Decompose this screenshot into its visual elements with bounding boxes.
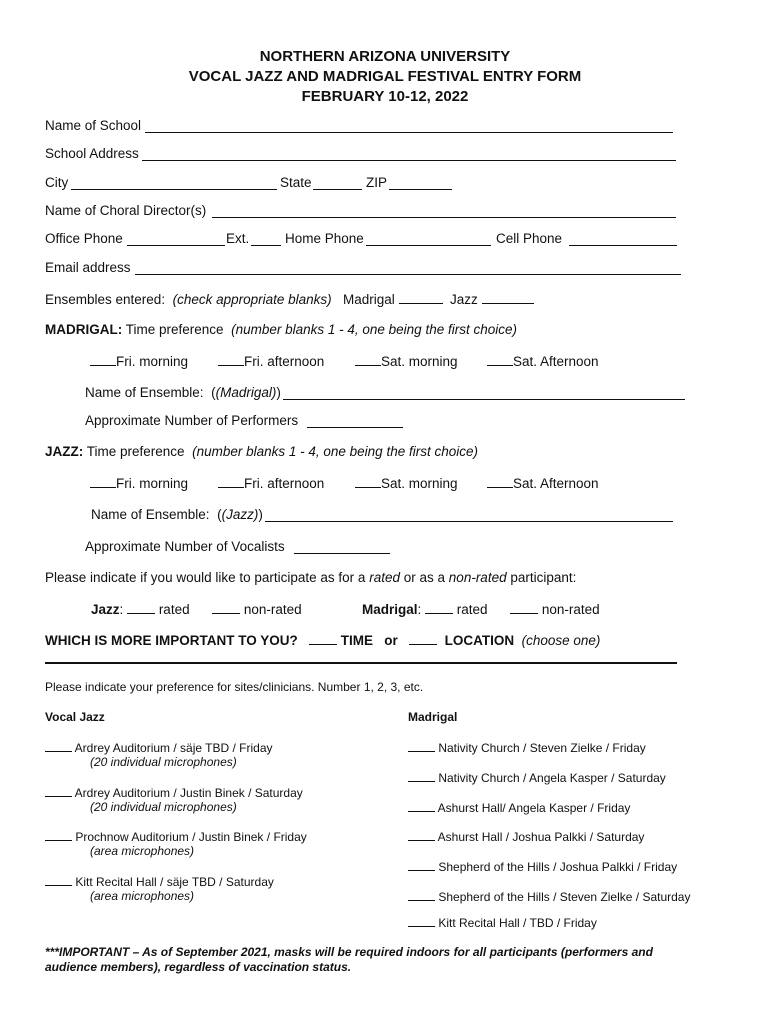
email-label: Email address <box>45 260 131 275</box>
importance-hint: (choose one) <box>521 633 601 648</box>
madrigal-ensemble-row: Name of Ensemble: ((Madrigal)) <box>85 385 281 400</box>
madrigal-site-1-blank[interactable] <box>408 739 435 752</box>
email-field[interactable] <box>135 274 681 275</box>
section-divider <box>45 662 677 664</box>
madrigal-site-6-blank[interactable] <box>408 888 435 901</box>
rating-prompt-rated: rated <box>369 570 400 585</box>
office-phone-label: Office Phone <box>45 231 123 246</box>
jazz-slot-1 <box>90 475 188 491</box>
rating-prompt <box>45 570 576 585</box>
madrigal-slot-4-label: Sat. Afternoon <box>513 354 599 369</box>
jazz-ensemble-hint: (Jazz) <box>221 507 259 522</box>
madrigal-rating-label: Madrigal <box>362 602 418 617</box>
madrigal-site-3-text: Ashurst Hall/ Angela Kasper / Friday <box>437 801 631 815</box>
madrigal-slot-4-blank[interactable] <box>487 353 513 366</box>
madrigal-site-1 <box>408 739 646 755</box>
madrigal-time-pref: Time preference <box>125 322 224 337</box>
mask-notice-line2: audience members), regardless of vaccination status. <box>45 960 352 974</box>
madrigal-site-4-text: Ashurst Hall / Joshua Palkki / Saturday <box>437 830 645 844</box>
madrigal-site-5 <box>408 858 677 874</box>
madrigal-slot-3-label: Sat. morning <box>381 354 458 369</box>
madrigal-rated-label: rated <box>456 602 488 617</box>
vocal-jazz-site-3-text: Prochnow Auditorium / Justin Binek / Friday <box>75 830 307 844</box>
madrigal-ensemble-hint-open: ( <box>211 385 216 400</box>
vocal-jazz-site-3-blank[interactable] <box>45 828 72 841</box>
ensembles-label: Ensembles entered: <box>45 292 166 307</box>
vocal-jazz-site-3 <box>45 828 307 844</box>
director-label: Name of Choral Director(s) <box>45 203 207 218</box>
vocal-jazz-site-1-text: Ardrey Auditorium / säje TBD / Friday <box>74 741 273 755</box>
jazz-slot-4 <box>487 475 599 491</box>
jazz-time-row <box>45 444 478 459</box>
madrigal-site-4-blank[interactable] <box>408 828 435 841</box>
madrigal-slot-3-blank[interactable] <box>355 353 381 366</box>
form-title-festival: VOCAL JAZZ AND MADRIGAL FESTIVAL ENTRY FORM <box>188 68 582 85</box>
madrigal-site-2-blank[interactable] <box>408 769 435 782</box>
jazz-slot-4-label: Sat. Afternoon <box>513 476 599 491</box>
madrigal-ensemble-field[interactable] <box>283 399 685 400</box>
jazz-slot-2-label: Fri. afternoon <box>244 476 325 491</box>
time-choice-blank[interactable] <box>309 632 337 645</box>
jazz-slot-2-blank[interactable] <box>218 475 244 488</box>
vocal-jazz-site-3-note: (area microphones) <box>90 844 195 858</box>
state-field[interactable] <box>313 189 362 190</box>
jazz-ensemble-row: Name of Ensemble: ((Jazz)) <box>91 507 263 522</box>
ext-field[interactable] <box>251 245 281 246</box>
madrigal-site-7-text: Kitt Recital Hall / TBD / Friday <box>438 916 597 930</box>
madrigal-section-label: MADRIGAL: <box>45 322 123 337</box>
madrigal-slot-1-blank[interactable] <box>90 353 116 366</box>
vocal-jazz-site-4-blank[interactable] <box>45 873 72 886</box>
madrigal-slot-1-label: Fri. morning <box>116 354 189 369</box>
madrigal-performers-label: Approximate Number of Performers <box>85 413 299 428</box>
madrigal-performers-field[interactable] <box>307 427 403 428</box>
location-choice-blank[interactable] <box>409 632 437 645</box>
madrigal-ensemble-hint: (Madrigal) <box>215 385 277 400</box>
madrigal-slot-2 <box>218 353 324 369</box>
madrigal-site-3-blank[interactable] <box>408 799 435 812</box>
jazz-nonrated-blank[interactable] <box>212 601 240 614</box>
cell-phone-field[interactable] <box>569 245 677 246</box>
jazz-rating-label: Jazz <box>91 602 120 617</box>
jazz-slot-3-blank[interactable] <box>355 475 381 488</box>
vocal-jazz-site-2 <box>45 784 303 800</box>
madrigal-site-2 <box>408 769 666 785</box>
form-title-university: NORTHERN ARIZONA UNIVERSITY <box>259 48 511 65</box>
madrigal-site-4 <box>408 828 644 844</box>
jazz-slot-4-blank[interactable] <box>487 475 513 488</box>
form-title-dates: FEBRUARY 10-12, 2022 <box>301 88 469 105</box>
madrigal-site-7-blank[interactable] <box>408 914 435 927</box>
ensemble-madrigal-label: Madrigal <box>342 292 395 307</box>
rating-prompt-or: or as a <box>403 570 446 585</box>
ensembles-row <box>45 291 534 307</box>
ensemble-jazz-check[interactable] <box>482 291 534 304</box>
importance-question: WHICH IS MORE IMPORTANT TO YOU? <box>45 633 298 648</box>
jazz-slot-2 <box>218 475 324 491</box>
rating-prompt-nonrated: non-rated <box>448 570 507 585</box>
jazz-slot-3-label: Sat. morning <box>381 476 458 491</box>
director-field[interactable] <box>212 217 676 218</box>
vocal-jazz-site-4-note: (area microphones) <box>90 889 195 903</box>
jazz-time-pref: Time preference <box>86 444 185 459</box>
home-phone-label: Home Phone <box>285 231 364 246</box>
jazz-nonrated-label: non-rated <box>243 602 302 617</box>
madrigal-site-6 <box>408 888 690 904</box>
vocal-jazz-site-4 <box>45 873 274 889</box>
vocal-jazz-site-1-note: (20 individual microphones) <box>90 755 237 769</box>
rating-prompt-end: participant: <box>510 570 577 585</box>
madrigal-time-row <box>45 322 517 337</box>
madrigal-nonrated-label: non-rated <box>541 602 600 617</box>
home-phone-field[interactable] <box>366 245 491 246</box>
madrigal-slot-3 <box>355 353 458 369</box>
jazz-ensemble-hint-open: ( <box>217 507 222 522</box>
madrigal-slot-2-blank[interactable] <box>218 353 244 366</box>
madrigal-site-3 <box>408 799 630 815</box>
location-choice-label: LOCATION <box>444 633 515 648</box>
vocal-jazz-site-2-text: Ardrey Auditorium / Justin Binek / Saturday <box>74 786 303 800</box>
ensembles-hint: (check appropriate blanks) <box>172 292 332 307</box>
vocal-jazz-site-1 <box>45 739 273 755</box>
madrigal-time-hint: (number blanks 1 - 4, one being the first choice) <box>231 322 517 337</box>
jazz-rated-blank[interactable] <box>127 601 155 614</box>
madrigal-site-5-blank[interactable] <box>408 858 435 871</box>
ext-label: Ext. <box>226 231 250 246</box>
state-label: State <box>280 175 312 190</box>
importance-row <box>45 632 600 648</box>
jazz-ensemble-field[interactable] <box>265 521 673 522</box>
city-field[interactable] <box>71 189 277 190</box>
zip-field[interactable] <box>389 189 452 190</box>
zip-label: ZIP <box>366 175 388 190</box>
jazz-slot-3 <box>355 475 458 491</box>
cell-phone-label: Cell Phone <box>496 231 563 246</box>
jazz-slot-1-label: Fri. morning <box>116 476 189 491</box>
madrigal-slot-2-label: Fri. afternoon <box>244 354 325 369</box>
madrigal-heading: Madrigal <box>408 710 458 724</box>
madrigal-site-6-text: Shepherd of the Hills / Steven Zielke / Saturday <box>438 890 691 904</box>
school-name-label: Name of School <box>45 118 142 133</box>
madrigal-site-2-text: Nativity Church / Angela Kasper / Saturday <box>438 771 666 785</box>
vocal-jazz-site-4-text: Kitt Recital Hall / säje TBD / Saturday <box>75 875 274 889</box>
vocal-jazz-site-2-blank[interactable] <box>45 784 72 797</box>
madrigal-slot-1 <box>90 353 188 369</box>
madrigal-site-1-text: Nativity Church / Steven Zielke / Friday <box>438 741 646 755</box>
mask-notice-line1: ***IMPORTANT – As of September 2021, masks will be required indoors for all participants (performers and <box>45 945 653 959</box>
rating-prompt-a: Please indicate if you would like to participate as for a <box>45 570 366 585</box>
ensemble-jazz-label: Jazz <box>450 292 478 307</box>
jazz-rated-label: rated <box>158 602 190 617</box>
madrigal-nonrated-blank[interactable] <box>510 601 538 614</box>
jazz-time-hint: (number blanks 1 - 4, one being the first choice) <box>192 444 478 459</box>
jazz-rating-row: Jazz: rated non-rated <box>91 602 302 617</box>
jazz-vocalists-label: Approximate Number of Vocalists <box>85 539 285 554</box>
madrigal-rating-row: Madrigal: rated non-rated <box>362 602 600 617</box>
jazz-ensemble-label: Name of Ensemble: <box>91 507 210 522</box>
vocal-jazz-heading: Vocal Jazz <box>45 710 105 724</box>
vocal-jazz-site-1-blank[interactable] <box>45 739 72 752</box>
time-choice-label: TIME <box>340 633 374 648</box>
importance-or: or <box>384 633 398 648</box>
school-address-field[interactable] <box>142 160 676 161</box>
jazz-vocalists-field[interactable] <box>294 553 390 554</box>
vocal-jazz-site-2-note: (20 individual microphones) <box>90 800 237 814</box>
sites-prompt: Please indicate your preference for sites/clinicians. Number 1, 2, 3, etc. <box>45 680 424 694</box>
madrigal-site-7 <box>408 914 597 930</box>
city-label: City <box>45 175 69 190</box>
madrigal-site-5-text: Shepherd of the Hills / Joshua Palkki / Friday <box>438 860 678 874</box>
school-address-label: School Address <box>45 146 139 161</box>
ensemble-madrigal-check[interactable] <box>399 291 443 304</box>
jazz-section-label: JAZZ: <box>45 444 84 459</box>
jazz-slot-1-blank[interactable] <box>90 475 116 488</box>
madrigal-rated-blank[interactable] <box>425 601 453 614</box>
madrigal-ensemble-label: Name of Ensemble: <box>85 385 204 400</box>
office-phone-field[interactable] <box>127 245 225 246</box>
school-name-field[interactable] <box>145 132 673 133</box>
madrigal-slot-4 <box>487 353 599 369</box>
